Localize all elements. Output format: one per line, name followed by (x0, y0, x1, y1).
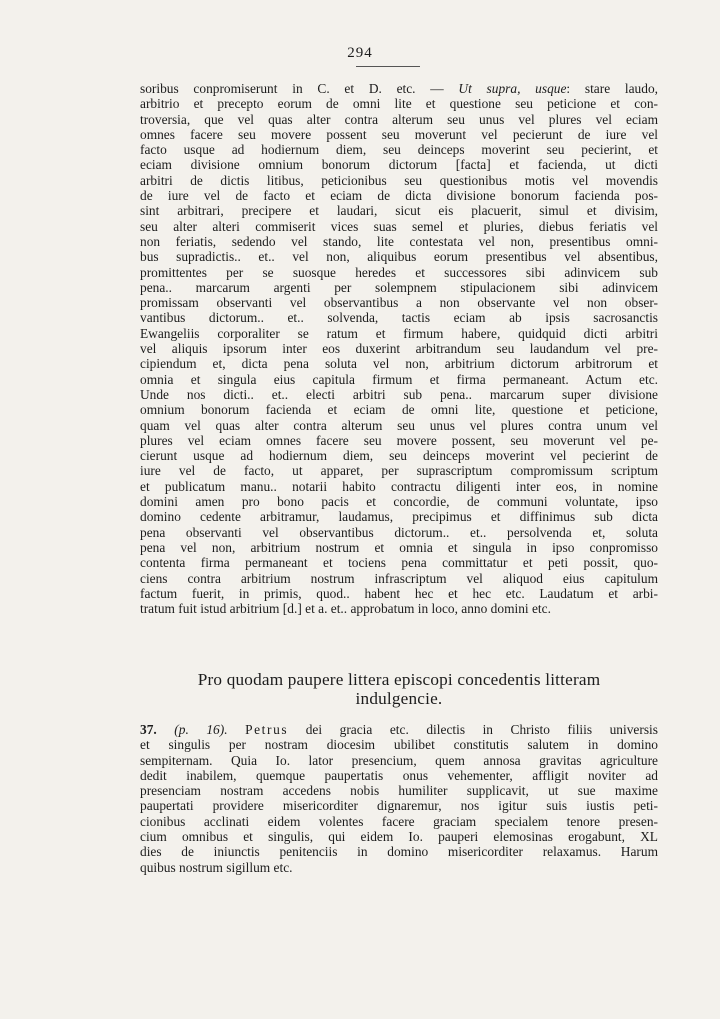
second-paragraph-first-line (140, 722, 658, 737)
text-line: dedit inabilem, quemque paupertatis onus vehementer, affligit noviter ad (140, 767, 658, 783)
first-line-text: dei gracia etc. dilectis in Christo filiis universis (288, 722, 658, 737)
text-line: seu alter alteri commiserit vices suas semel et pluries, diebus feriatis vel (140, 218, 658, 234)
text-line: promissam observanti vel observantibus a non observante vel non obser- (140, 295, 658, 311)
section-heading (130, 670, 668, 708)
text-line: ciens contra arbitrium nostrum infrascriptum vel aliquod eius capitulum (140, 570, 658, 586)
text-line: iure vel de facto, ut apparet, per suprascriptum compromissum scriptum (140, 463, 658, 479)
text-line: arbitri de dictis litibus, peticionibus seu questionibus motis vel movendis (140, 172, 658, 188)
text-line: cierunt usque ad hodiernum diem, seu deinceps moverint vel pecierint de (140, 448, 658, 464)
heading-line: Pro quodam paupere littera episcopi concedentis litteram (197, 670, 601, 689)
text-line: pena.. marcarum argenti per solempnem stipulacionem sibi adinvicem (140, 279, 658, 295)
text-line: bus supradictis.. et.. vel non, aliquibus eorum presentibus vel absentibus, (140, 249, 658, 265)
text-line: pena observanti vel observantibus dictorum.. et.. persolvenda et, soluta (140, 524, 658, 540)
heading-line: indulgencie. (355, 689, 443, 708)
text-line: plures vel eciam omnes facere seu movere possent, seu moverunt vel pe- (140, 432, 658, 448)
text-line: et publicatum manu.. notarii habito contractu diligenti inter eos, in nomine (140, 478, 658, 494)
text-line: non feriatis, sedendo vel stando, lite contestata vel non, presentibus omni- (140, 233, 658, 249)
text-line: cium omnibus et singulis, qui eidem Io. pauperi elemosinas erogabunt, XL (140, 829, 658, 845)
text-line: tratum fuit istud arbitrium [d.] et a. et.. approbatum in loco, anno domini etc. (140, 601, 551, 617)
text-line: cionibus acclinati eidem volentes facere graciam specialem tenore presen- (140, 813, 658, 829)
text-line: arbitrio et precepto eorum de omni lite et questione seu peticione et con- (140, 96, 658, 112)
text-line: quam vel quas alter contra alterum seu unus vel plures contra unum vel (140, 417, 658, 433)
text-line: eciam divisione omnium bonorum dictorum [facta] et facienda, ut dicti (140, 157, 658, 173)
second-paragraph (140, 722, 658, 875)
page-number: 294 (347, 45, 373, 61)
text-line: domini amen pro bono pacis et concordie, de communi voluntate, ipso (140, 494, 658, 510)
document-number: 37. (140, 722, 157, 737)
text-line: soribus conpromiserunt in C. et D. etc. — Ut supra, usque: stare laudo, (140, 81, 658, 96)
text-line: cipiendum et, dicta pena soluta vel non, arbitrium dictorum arbitrorum et (140, 356, 658, 372)
text-line: facto usque ad hodiernum diem, seu deinceps moverint seu pecierint, et (140, 142, 658, 158)
text-line: presenciam nostram accedens nobis humiliter supplicavit, ut sue maxime (140, 783, 658, 799)
text-line: pena vel non, arbitrium nostrum et omnia et singula in ipso conpromisso (140, 539, 658, 555)
text-line: omnes facere seu movere possent seu moverunt vel pecierunt de iure vel (140, 126, 658, 142)
text-line: contenta firma permaneant et tociens pena committatur et peti possit, quo- (140, 555, 658, 571)
text-line: paupertati providere misericorditer dignaremur, nos igitur suis iustis peti- (140, 798, 658, 814)
page-number-rule (356, 66, 420, 67)
text-line: et singulis per nostram diocesim ubilibet constitutis salutem in domino (140, 737, 658, 753)
text-line: omnia et singula eius capitula firmum et firma permaneant. Actum etc. (140, 371, 658, 387)
text-line: vel aliquis ipsorum inter eos duxerint arbitrandum seu laudandum vel pre- (140, 341, 658, 357)
main-paragraph (140, 81, 658, 616)
text-line: promittentes per se suosque heredes et successores sibi adinvicem sub (140, 264, 658, 280)
sender-name: Petrus (245, 722, 289, 737)
text-line: factum fuerit, in primis, quod.. habent hec et hec etc. Laudatum et arbi- (140, 585, 658, 601)
text-line: sempiternam. Quia Io. lator presencium, quem annosa gravitas agriculture (140, 752, 658, 768)
text-line: sint arbitrari, precipere et laudari, sicut eis placuerit, simul et divisim, (140, 203, 658, 219)
text-line: quibus nostrum sigillum etc. (140, 859, 293, 875)
page-reference: (p. 16). (174, 722, 228, 737)
text-line: vantibus dictorum.. et.. solvenda, tactis eciam ab ipsis sacrosanctis (140, 310, 658, 326)
text-line: troversia, que vel quas alter contra alterum seu unus vel plures vel eciam (140, 111, 658, 127)
text-line: dies de iniunctis penitenciis in domino misericorditer relaxamus. Harum (140, 844, 658, 860)
text-line: Unde nos dicti.. et.. electi arbitri sub pena.. marcarum super divisione (140, 386, 658, 402)
text-line: de iure vel de facto et eciam de dicta divisione bonorum facienda pos- (140, 188, 658, 204)
text-line: omnium bonorum facienda et eciam de omni lite, questione et peticione, (140, 402, 658, 418)
text-line: domino cedente arbitramur, laudamus, precipimus et diffinimus sub dicta (140, 509, 658, 525)
text-line: Ewangeliis corporaliter se ratum et firmum habere, quidquid dicti arbitri (140, 325, 658, 341)
